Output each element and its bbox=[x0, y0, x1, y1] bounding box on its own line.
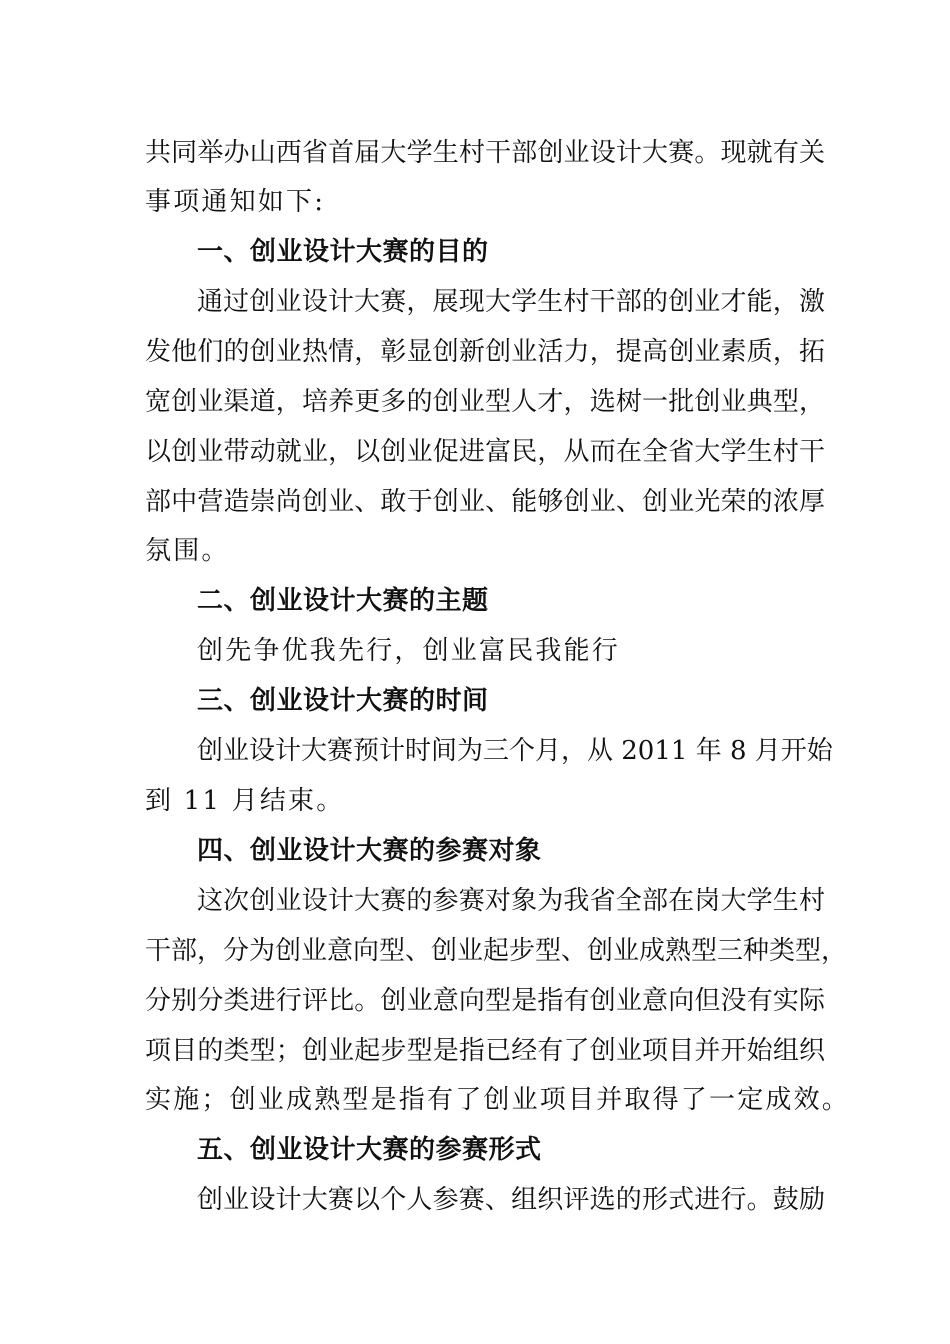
section-heading-purpose: 一、创业设计大赛的目的 bbox=[197, 237, 489, 267]
paragraph-line: 干部，分为创业意向型、创业起步型、创业成熟型三种类型， bbox=[145, 936, 848, 966]
paragraph-line: 氛围。 bbox=[145, 536, 230, 566]
section-heading-theme: 二、创业设计大赛的主题 bbox=[197, 586, 489, 616]
paragraph-line: 创业设计大赛预计时间为三个月，从 2011 年 8 月开始 bbox=[197, 736, 833, 766]
paragraph-line: 以创业带动就业，以创业促进富民，从而在全省大学生村干 bbox=[145, 437, 825, 467]
paragraph-line: 发他们的创业热情，彰显创新创业活力，提高创业素质，拓 bbox=[145, 337, 825, 367]
paragraph-line: 创先争优我先行，创业富民我能行 bbox=[197, 636, 621, 666]
paragraph-line: 通过创业设计大赛，展现大学生村干部的创业才能，激 bbox=[197, 287, 825, 317]
paragraph-line: 宽创业渠道，培养更多的创业型人才，选树一批创业典型， bbox=[145, 387, 825, 417]
paragraph-line: 分别分类进行评比。创业意向型是指有创业意向但没有实际 bbox=[145, 986, 825, 1016]
paragraph-line: 部中营造崇尚创业、敢于创业、能够创业、创业光荣的浓厚 bbox=[145, 487, 825, 517]
paragraph-line: 事项通知如下: bbox=[145, 187, 326, 217]
paragraph-line: 这次创业设计大赛的参赛对象为我省全部在岗大学生村 bbox=[197, 886, 825, 916]
section-heading-time: 三、创业设计大赛的时间 bbox=[197, 686, 489, 716]
paragraph-line: 共同举办山西省首届大学生村干部创业设计大赛。现就有关 bbox=[145, 138, 825, 168]
paragraph-line: 到 11 月结束。 bbox=[145, 786, 345, 816]
paragraph-line: 实施；创业成熟型是指有了创业项目并取得了一定成效。 bbox=[145, 1085, 851, 1115]
paragraph-line: 创业设计大赛以个人参赛、组织评选的形式进行。鼓励 bbox=[197, 1185, 825, 1215]
section-heading-participants: 四、创业设计大赛的参赛对象 bbox=[197, 836, 542, 866]
section-heading-format: 五、创业设计大赛的参赛形式 bbox=[197, 1135, 542, 1165]
paragraph-line: 项目的类型；创业起步型是指已经有了创业项目并开始组织 bbox=[145, 1036, 825, 1066]
